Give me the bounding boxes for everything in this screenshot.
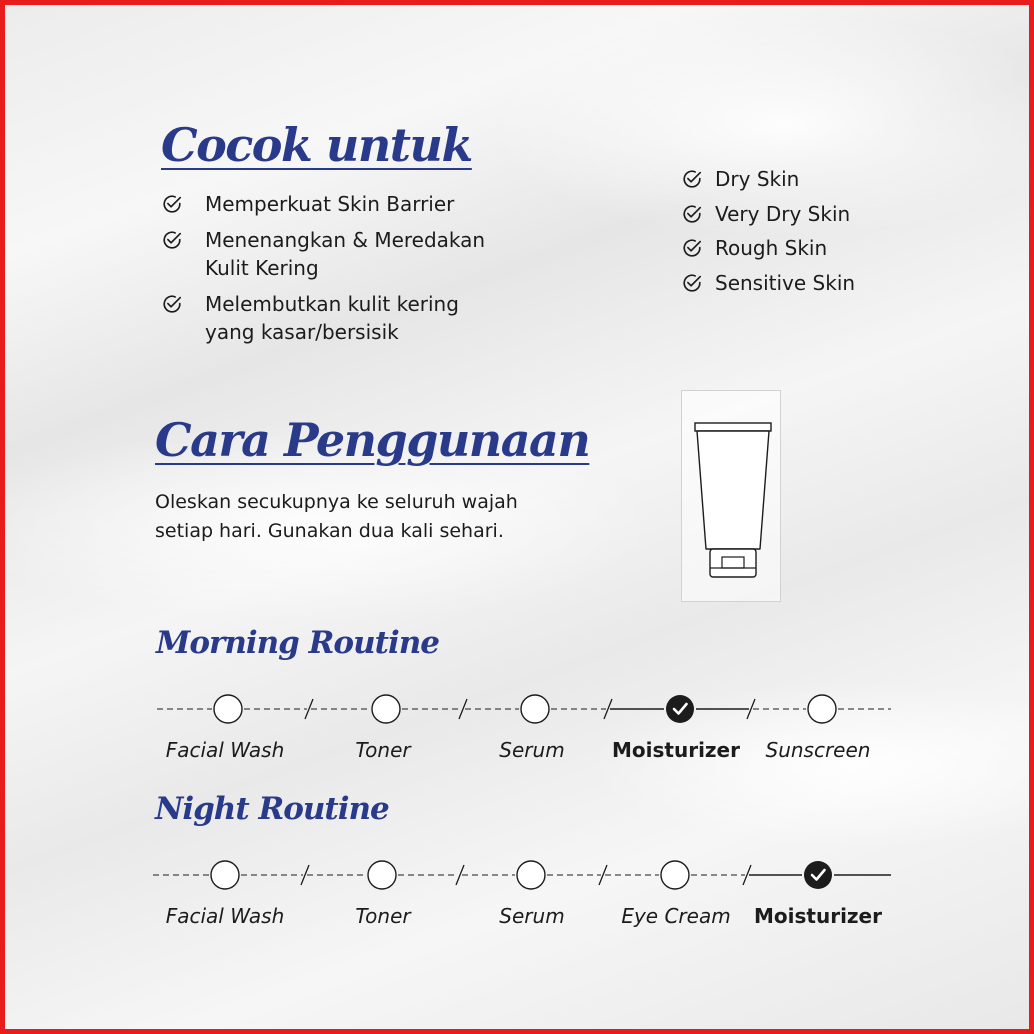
- morning-step-label: Serum: [499, 738, 565, 762]
- skin-type-item: [681, 234, 827, 262]
- check-circle-icon: [681, 203, 703, 225]
- night-step-label: Eye Cream: [621, 904, 731, 928]
- cream-tube-icon: [682, 391, 782, 603]
- benefit-label: Melembutkan kulit kering yang kasar/bersisik: [205, 292, 459, 344]
- check-circle-icon: [161, 229, 183, 251]
- skin-type-label: Dry Skin: [715, 167, 800, 191]
- product-image: [681, 390, 781, 602]
- step-dot: [808, 695, 836, 723]
- morning-step-label: Sunscreen: [765, 738, 871, 762]
- check-circle-icon: [161, 193, 183, 215]
- usage-description: Oleskan secukupnya ke seluruh wajah setiap hari. Gunakan dua kali sehari.: [155, 491, 518, 542]
- night-step-label: Serum: [499, 904, 565, 928]
- benefit-label: Memperkuat Skin Barrier: [205, 192, 455, 216]
- skin-type-item: [681, 165, 799, 193]
- morning-routine-stepper: [5, 689, 1034, 729]
- check-circle-icon: [681, 168, 703, 190]
- skin-type-label: Rough Skin: [715, 236, 828, 260]
- morning-step-label: Facial Wash: [165, 738, 285, 762]
- night-routine-stepper: [5, 855, 1034, 895]
- morning-step-label: Toner: [355, 738, 411, 762]
- skin-type-item: [681, 200, 850, 228]
- usage-title: Cara Penggunaan: [155, 413, 590, 467]
- night-step-label: Moisturizer: [754, 904, 882, 928]
- step-dot: [211, 861, 239, 889]
- skin-type-label: Sensitive Skin: [715, 271, 856, 295]
- step-dot: [521, 695, 549, 723]
- night-routine-title: Night Routine: [155, 791, 389, 827]
- step-dot-active: [666, 695, 694, 723]
- night-step-label: Toner: [355, 904, 411, 928]
- step-dot-active: [804, 861, 832, 889]
- step-dot: [214, 695, 242, 723]
- morning-routine-track: [5, 689, 1034, 729]
- benefit-item: [161, 290, 459, 346]
- step-dot: [661, 861, 689, 889]
- step-dot: [517, 861, 545, 889]
- step-dot: [372, 695, 400, 723]
- morning-routine-title: Morning Routine: [156, 625, 439, 661]
- check-circle-icon: [681, 237, 703, 259]
- skin-type-label: Very Dry Skin: [715, 202, 851, 226]
- step-dot: [368, 861, 396, 889]
- benefit-label: Menenangkan & Meredakan Kulit Kering: [205, 228, 486, 280]
- check-circle-icon: [681, 272, 703, 294]
- morning-step-label: Moisturizer: [612, 738, 740, 762]
- check-circle-icon: [161, 293, 183, 315]
- night-routine-track: [5, 855, 1034, 895]
- benefit-item: [161, 190, 454, 218]
- night-step-label: Facial Wash: [165, 904, 285, 928]
- benefit-item: [161, 226, 485, 282]
- skin-type-item: [681, 269, 855, 297]
- suitable-title: Cocok untuk: [161, 118, 472, 172]
